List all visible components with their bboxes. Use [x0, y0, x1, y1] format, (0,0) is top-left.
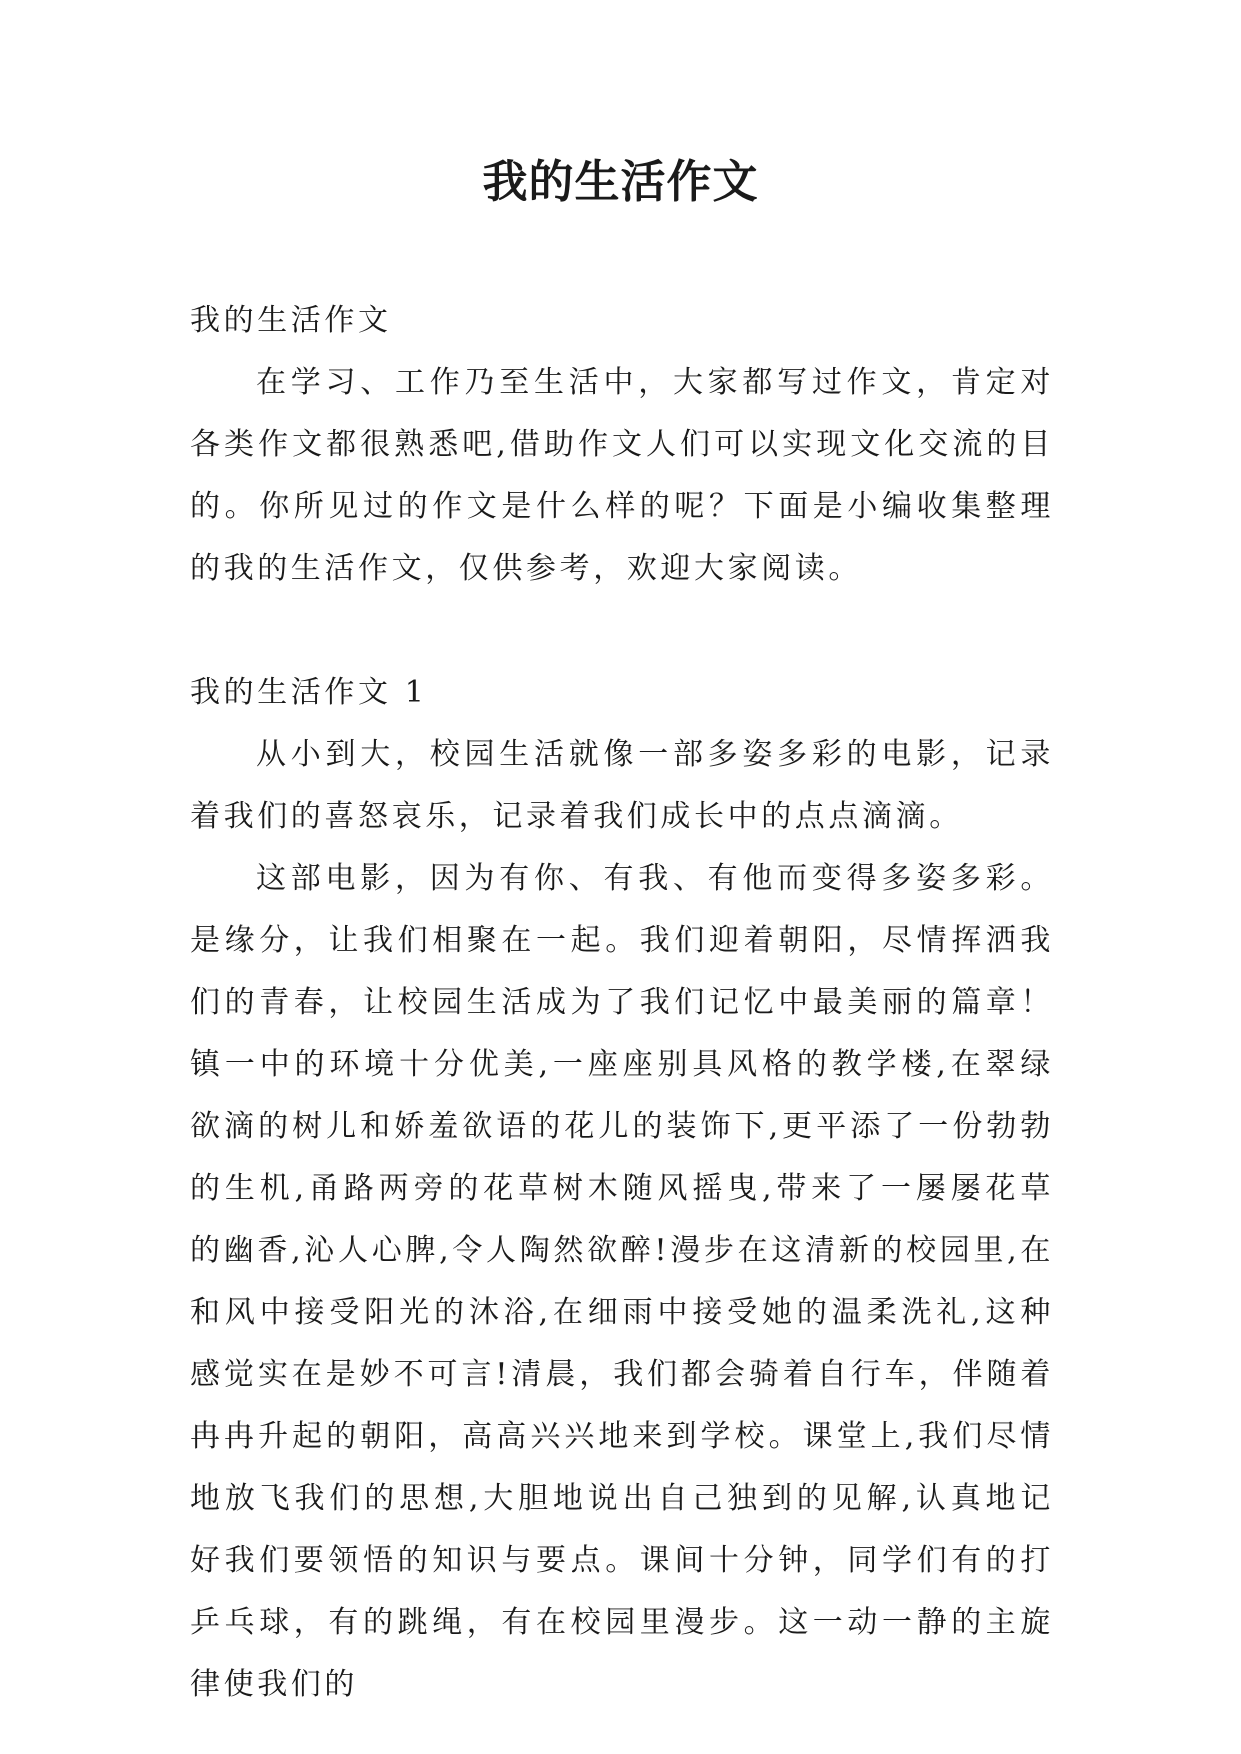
document-body: [190, 290, 1054, 1716]
section-paragraph-2: 这部电影，因为有你、有我、有他而变得多姿多彩。是缘分，让我们相聚在一起。我们迎着朝阳，尽情挥洒我们的青春，让校园生活成为了我们记忆中最美丽的篇章！镇一中的环境十分优美,一座座别具风格的教学楼,在翠绿欲滴的树儿和娇羞欲语的花儿的装饰下,更平添了一份勃勃的生机,甬路两旁的花草树木随风摇曳,带来了一屡屡花草的幽香,沁人心脾,令人陶然欲醉!漫步在这清新的校园里,在和风中接受阳光的沐浴,在细雨中接受她的温柔洗礼,这种感觉实在是妙不可言!清晨，我们都会骑着自行车，伴随着冉冉升起的朝阳，高高兴兴地来到学校。课堂上,我们尽情地放飞我们的思想,大胆地说出自己独到的见解,认真地记好我们要领悟的知识与要点。课间十分钟，同学们有的打乒乓球，有的跳绳，有在校园里漫步。这一动一静的主旋律使我们的: [190, 861, 1054, 1702]
page-title: 我的生活作文: [482, 155, 759, 208]
intro-heading: 我的生活作文: [190, 303, 392, 338]
intro-paragraph: 在学习、工作乃至生活中，大家都写过作文，肯定对各类作文都很熟悉吧,借助作文人们可以实现文化交流的目的。你所见过的作文是什么样的呢？下面是小编收集整理的我的生活作文，仅供参考，欢迎大家阅读。: [190, 365, 1054, 586]
section-spacer: [190, 600, 1054, 662]
section-paragraph-1: 从小到大，校园生活就像一部多姿多彩的电影，记录着我们的喜怒哀乐，记录着我们成长中的点点滴滴。: [190, 737, 1054, 834]
section-heading: 我的生活作文 1: [190, 675, 428, 710]
